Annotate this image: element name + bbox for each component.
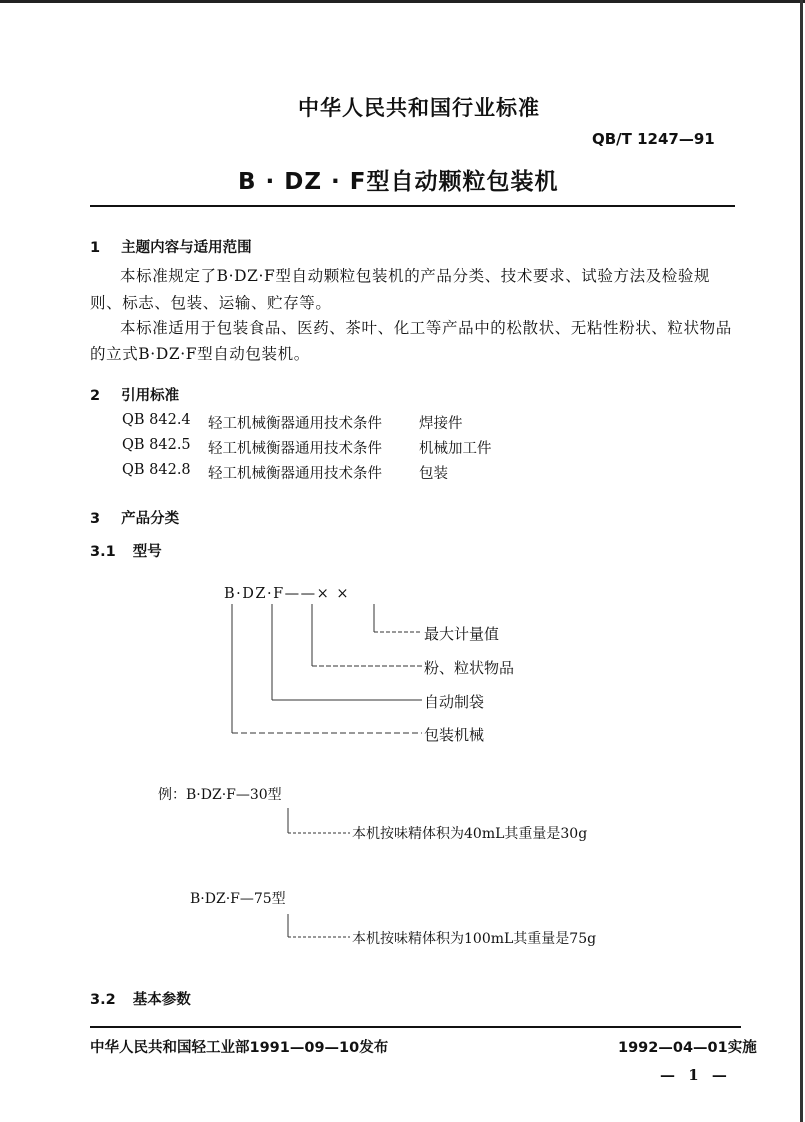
document-title: B · DZ · F型自动颗粒包装机	[238, 169, 559, 195]
section-title: 主题内容与适用范围	[121, 240, 252, 256]
ref-part: 包装	[419, 466, 448, 482]
section-number: 3	[90, 511, 101, 527]
example-model: B·DZ·F—30型	[186, 787, 282, 803]
section-number: 1	[90, 240, 101, 256]
example-note: 本机按味精体积为100mL其重量是75g	[352, 931, 597, 947]
issuer-line: 中华人民共和国轻工业部1991—09—10发布	[90, 1040, 389, 1056]
subsection-number: 3.2	[90, 992, 116, 1008]
s1-para1-line2: 则、标志、包装、运输、贮存等。	[90, 294, 332, 312]
ref-part: 焊接件	[419, 416, 463, 432]
section-number: 2	[90, 388, 101, 404]
s1-para2-line2: 的立式B·DZ·F型自动包装机。	[90, 345, 310, 363]
example-model: B·DZ·F—75型	[190, 891, 286, 907]
s1-para2-line1: 本标准适用于包装食品、医药、茶叶、化工等产品中的松散状、无粘性粉状、粒状物品	[120, 319, 732, 337]
diagram-label: 粉、粒状物品	[424, 659, 515, 677]
example-note: 本机按味精体积为40mL其重量是30g	[352, 826, 588, 842]
ref-code: QB 842.4	[122, 412, 191, 428]
s1-para1-line1: 本标准规定了B·DZ·F型自动颗粒包装机的产品分类、技术要求、试验方法及检验规	[120, 267, 711, 285]
section-title: 引用标准	[121, 388, 180, 404]
ref-code: QB 842.8	[122, 462, 191, 478]
diagram-label: 最大计量值	[424, 625, 500, 643]
ref-title: 轻工机械衡器通用技术条件	[208, 441, 382, 457]
subsection-number: 3.1	[90, 544, 116, 560]
subsection-3-2-heading	[90, 988, 191, 1009]
effective-date: 1992—04—01实施	[618, 1040, 757, 1056]
org-title: 中华人民共和国行业标准	[298, 96, 540, 120]
footer-rule	[90, 1026, 741, 1028]
diagram-label: 自动制袋	[424, 693, 485, 711]
example-1	[158, 784, 282, 804]
page-number: — 1 —	[660, 1066, 731, 1084]
model-string: B·DZ·F——× ×	[224, 586, 351, 602]
ref-part: 机械加工件	[419, 441, 492, 457]
section-title: 产品分类	[121, 511, 180, 527]
standard-code: QB/T 1247—91	[592, 130, 715, 148]
example-2	[190, 888, 286, 908]
ref-code: QB 842.5	[122, 437, 191, 453]
example-prefix: 例：	[158, 787, 186, 803]
ref-title: 轻工机械衡器通用技术条件	[208, 416, 382, 432]
subsection-title: 型号	[132, 544, 162, 560]
diagram-label: 包装机械	[424, 726, 485, 744]
ref-title: 轻工机械衡器通用技术条件	[208, 466, 382, 482]
subsection-title: 基本参数	[132, 992, 191, 1008]
